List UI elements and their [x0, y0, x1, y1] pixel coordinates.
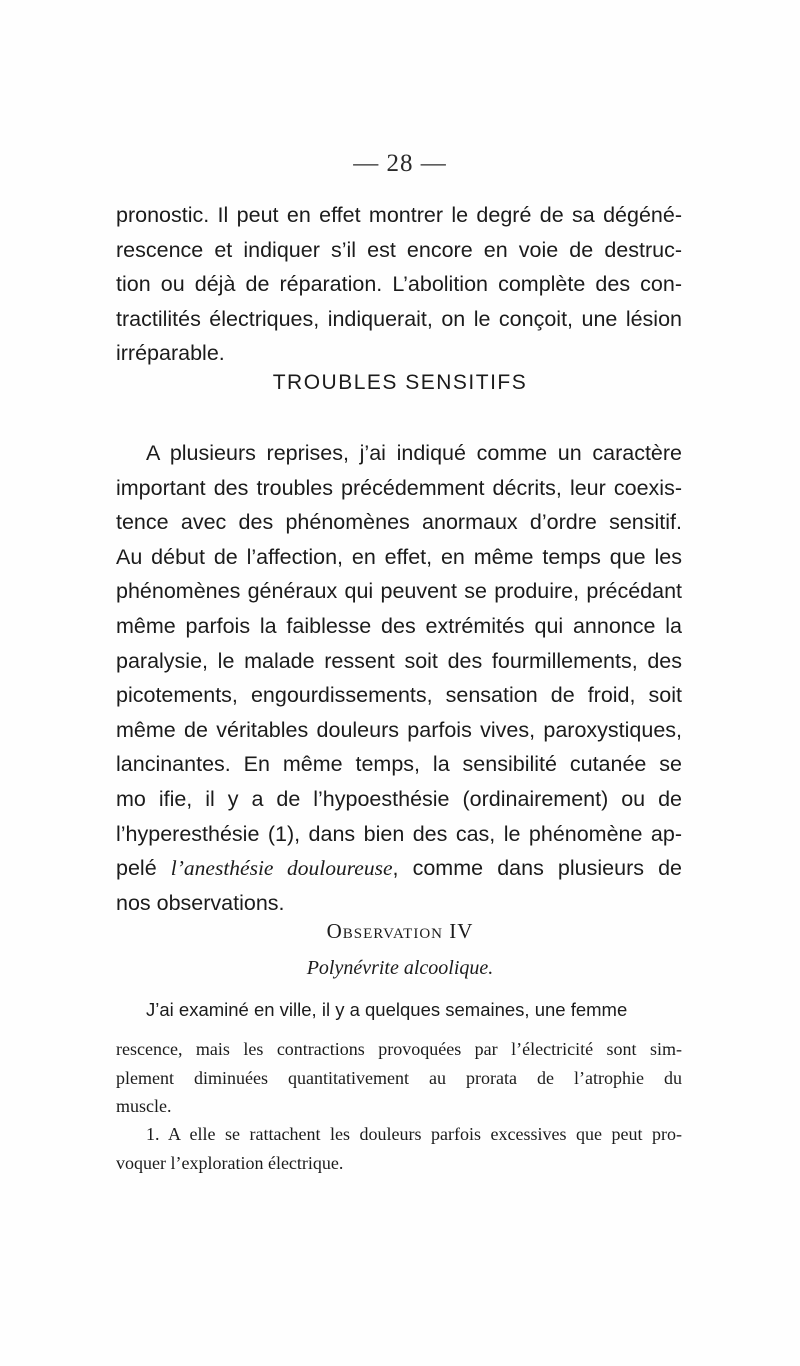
footnote-line: rescence, mais les contractions provoquées par l’électricité sont sim- [116, 1039, 682, 1059]
text-line: mo ifie, il y a de l’hypoesthésie (ordinairement) ou de [116, 786, 682, 811]
text-line: tion ou déjà de réparation. L’abolition complète des con- [116, 272, 682, 297]
text-line: phénomènes généraux qui peuvent se produire, précédant [116, 579, 682, 604]
page-number: — 28 — [353, 150, 447, 177]
footnote-continuation [116, 1035, 682, 1121]
text-line: irréparable. [116, 341, 225, 366]
text-line: nos observations. [116, 890, 285, 915]
text-line: l’hyperesthésie (1), dans bien des cas, le phénomène ap- [116, 821, 682, 846]
intro-paragraph [116, 198, 682, 371]
text-line: même de véritables douleurs parfois vives, paroxystiques, [116, 717, 682, 742]
footnote-line: muscle. [116, 1096, 172, 1116]
observation-title: Observation IV [326, 919, 474, 943]
text-line-with-italic [116, 851, 682, 886]
text-line: lancinantes. En même temps, la sensibilité cutanée se [116, 752, 682, 777]
text-fragment: , comme dans plusieurs de [392, 856, 683, 881]
text-line: rescence et indiquer s’il est encore en voie de destruc- [116, 237, 682, 262]
text-line: picotements, engourdissements, sensation de froid, soit [116, 683, 682, 708]
text-line: paralysie, le malade ressent soit des fourmillements, des [116, 648, 682, 673]
section-heading: TROUBLES SENSITIFS [272, 371, 528, 394]
italic-term: l’anesthésie douloureuse [170, 856, 393, 881]
main-paragraph [116, 436, 682, 920]
text-line: tence avec des phénomènes anormaux d’ordre sensitif. [116, 510, 682, 535]
text-line: tractilités électriques, indiquerait, on le conçoit, une lésion [116, 306, 682, 331]
footnote-line: plement diminuées quantitativement au prorata de l’atrophie du [116, 1067, 682, 1088]
footnote-line: 1. A elle se rattachent les douleurs parfois excessives que peut pro- [146, 1124, 682, 1144]
text-line: J’ai examiné en ville, il y a quelques semaines, une femme [146, 999, 628, 1020]
footnote-line: voquer l’exploration électrique. [116, 1152, 344, 1173]
text-line: pronostic. Il peut en effet montrer le degré de sa dégéné- [116, 203, 682, 227]
footnote-1 [116, 1120, 682, 1177]
text-line: important des troubles précédemment décrits, leur coexis- [116, 475, 682, 500]
text-line: Au début de l’affection, en effet, en même temps que les [116, 544, 682, 569]
text-line: A plusieurs reprises, j’ai indiqué comme un caractère [146, 441, 682, 465]
text-fragment: pelé [116, 856, 171, 881]
text-line: même parfois la faiblesse des extrémités qui annonce la [116, 613, 682, 638]
observation-text [116, 996, 682, 1024]
observation-subtitle: Polynévrite alcoolique. [306, 957, 494, 979]
